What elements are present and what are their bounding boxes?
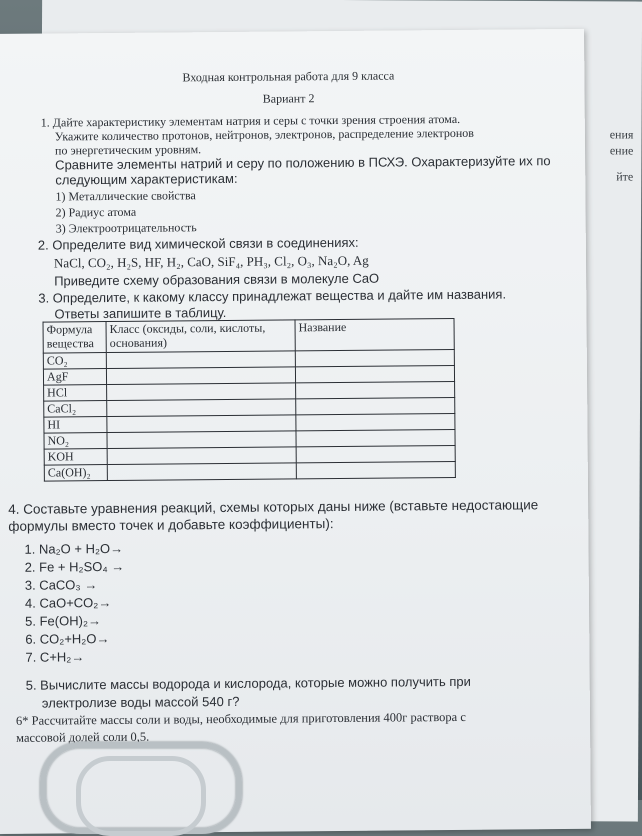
class-cell [107, 415, 296, 433]
paper-clip-inner-loop [76, 756, 206, 836]
task3-line: 3. Определите, к какому классу принадлежат вещества и дайте им названия. [38, 286, 507, 306]
formula-cell: HI [44, 417, 107, 434]
answer-table [43, 318, 456, 482]
formula-cell: HCl [44, 385, 107, 402]
task1-line: Сравните элементы натрий и серу по положению в ПСХЭ. Охарактеризуйте их по [55, 153, 551, 173]
background-sheet-text: йте [616, 169, 634, 184]
task2-line: Приведите схему образования связи в молекуле CaO [54, 270, 380, 289]
class-cell [106, 351, 295, 369]
task3-line: Ответы запишите в таблицу. [54, 304, 227, 322]
table-header-cell: Формула вещества [43, 322, 106, 354]
name-cell [296, 429, 455, 446]
equation-item: 1. Na₂O + H₂O→ [24, 540, 124, 557]
equation-item: 2. Fe + H₂SO₄ → [24, 558, 125, 575]
task5-line: 5. Вычислите массы водорода и кислорода, которые можно получить при [25, 673, 471, 693]
formula-cell: CaCl₂ [44, 401, 107, 418]
table-header-row [43, 318, 454, 353]
class-cell [107, 431, 296, 449]
background-sheet-text: ение [609, 143, 634, 158]
task1-line: 1. Дайте характеристику элементам натрия и серы с точки зрения строения атома. [40, 111, 461, 130]
formula-cell: KOH [44, 449, 107, 466]
equation-item: 3. CaCO₃ → [24, 577, 98, 593]
class-cell [106, 367, 295, 385]
equation-item: 7. C+H₂→ [25, 649, 85, 665]
task4-line: 4. Составьте уравнения реакций, схемы которых даны ниже (вставьте недостающие [8, 497, 539, 517]
class-cell [107, 447, 296, 465]
table-header-cell: Название [295, 318, 454, 350]
name-cell [296, 397, 455, 414]
name-cell [296, 413, 455, 430]
equation-item: 5. Fe(OH)₂→ [25, 613, 102, 629]
table-row [44, 461, 455, 481]
task4-line: формулы вместо точек и добавьте коэффициенты): [8, 516, 334, 534]
task6-line: 6* Рассчитайте массы соли и воды, необходимые для приготовления 400г раствора с [15, 709, 466, 728]
task1-item: 2) Радиус атома [55, 204, 137, 220]
class-cell [107, 383, 296, 401]
name-cell [296, 461, 455, 478]
task1-line: по энергетическим уровням. [54, 142, 202, 158]
table-header-cell: Класс (оксиды, соли, кислоты, основания) [106, 320, 295, 353]
formula-cell: Ca(OH)₂ [44, 465, 107, 482]
task2-line: 2. Определите вид химической связи в соединениях: [37, 234, 359, 253]
worksheet-title: Входная контрольная работа для 9 класса [182, 68, 395, 85]
name-cell [295, 365, 454, 382]
class-cell [107, 463, 296, 481]
formula-cell: AgF [43, 369, 106, 386]
task2-compounds: NaCl, CO₂, H₂S, HF, H₂, CaO, SiF₄, PH₃, Cl₂, O₃, Na₂O, Ag [53, 252, 369, 271]
equation-item: 6. CO₂+H₂O→ [25, 630, 110, 647]
task1-item: 1) Металлические свойства [55, 188, 196, 204]
name-cell [296, 381, 455, 398]
name-cell [296, 445, 455, 462]
task5-line: электролизе воды массой 540 г? [41, 693, 240, 711]
name-cell [295, 349, 454, 366]
variant-label: Вариант 2 [262, 91, 315, 106]
class-cell [107, 399, 296, 417]
equation-item: 4. CaO+CO₂→ [24, 594, 112, 611]
task1-line: Укажите количество протонов, нейтронов, электронов, распределение электронов [54, 125, 474, 144]
task6-line: массовой долей соли 0,5. [16, 729, 150, 745]
task1-line: следующим характеристикам: [55, 170, 238, 188]
formula-cell: CO₂ [43, 353, 106, 370]
background-sheet-text: ения [609, 127, 634, 142]
worksheet-page [0, 29, 591, 834]
task1-item: 3) Электроотрицательность [55, 220, 197, 236]
formula-cell: NO₂ [44, 433, 107, 450]
